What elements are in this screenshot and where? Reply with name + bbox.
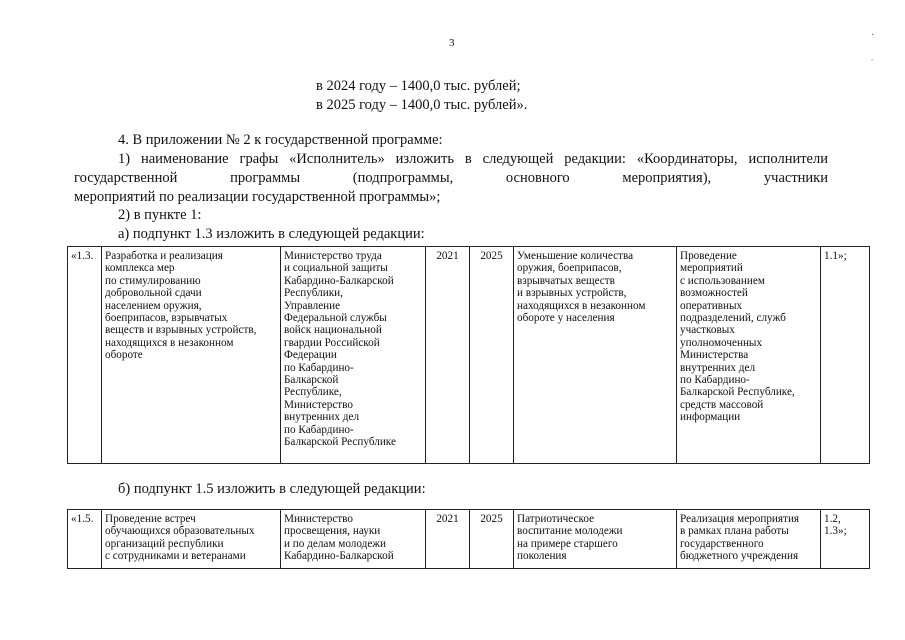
- indicator-link-cell: 1.2, 1.3»;: [821, 510, 870, 569]
- item-number-cell: «1.5.: [68, 510, 102, 569]
- indicator-link-cell: 1.1»;: [821, 247, 870, 464]
- funding-2025-line: в 2025 году – 1400,0 тыс. рублей».: [316, 97, 528, 113]
- end-year-cell: 2025: [470, 247, 514, 464]
- measure-name-cell: Проведение встреч обучающихся образовательных организаций республики с сотрудниками и ветеранами: [102, 510, 281, 569]
- para-1-line-3: мероприятий по реализации государственной программы»;: [74, 189, 441, 205]
- executor-cell: Министерство труда и социальной защиты Кабардино-Балкарской Республики, Управление Федеральной службы войск национальной гвардии Российской Федерации по Кабардино- Балкарской Республике, Министерство внутренних дел по Кабардино- Балкарской Республике: [281, 247, 426, 464]
- table-item-1-5: [67, 509, 870, 569]
- consequence-cell: Реализация мероприятия в рамках плана работы государственного бюджетного учреждения: [677, 510, 821, 569]
- point-2-heading: 2) в пункте 1:: [118, 207, 202, 223]
- funding-2024-line: в 2024 году – 1400,0 тыс. рублей;: [316, 78, 521, 94]
- page-number: 3: [449, 37, 455, 49]
- subpoint-b-heading: б) подпункт 1.5 изложить в следующей редакции:: [118, 481, 426, 497]
- start-year-cell: 2021: [426, 510, 470, 569]
- table-item-1-3: [67, 246, 870, 464]
- expected-result-cell: Патриотическое воспитание молодежи на примере старшего поколения: [514, 510, 677, 569]
- corner-mark: -: [871, 55, 874, 64]
- para-1-line-1: 1) наименование графы «Исполнитель» изложить в следующей редакции: «Координаторы, исполнители: [118, 151, 828, 167]
- corner-mark: ·: [871, 30, 875, 41]
- para-1-line-2: государственной программы (подпрограммы, основного мероприятия), участники: [74, 170, 828, 186]
- item-number-cell: «1.3.: [68, 247, 102, 464]
- consequence-cell: Проведение мероприятий с использованием возможностей оперативных подразделений, служб участковых уполномоченных Министерства внутренних дел по Кабардино- Балкарской Республике, средств массовой информации: [677, 247, 821, 464]
- start-year-cell: 2021: [426, 247, 470, 464]
- end-year-cell: 2025: [470, 510, 514, 569]
- measure-name-cell: Разработка и реализация комплекса мер по стимулированию добровольной сдачи населением оружия, боеприпасов, взрывчатых веществ и взрывных устройств, находящихся в незаконном обороте: [102, 247, 281, 464]
- subpoint-a-heading: а) подпункт 1.3 изложить в следующей редакции:: [118, 226, 425, 242]
- table-row: [68, 510, 870, 569]
- executor-cell: Министерство просвещения, науки и по делам молодежи Кабардино-Балкарской: [281, 510, 426, 569]
- expected-result-cell: Уменьшение количества оружия, боеприпасов, взрывчатых веществ и взрывных устройств, находящихся в незаконном обороте у населения: [514, 247, 677, 464]
- item-4-heading: 4. В приложении № 2 к государственной программе:: [118, 132, 443, 148]
- table-row: [68, 247, 870, 464]
